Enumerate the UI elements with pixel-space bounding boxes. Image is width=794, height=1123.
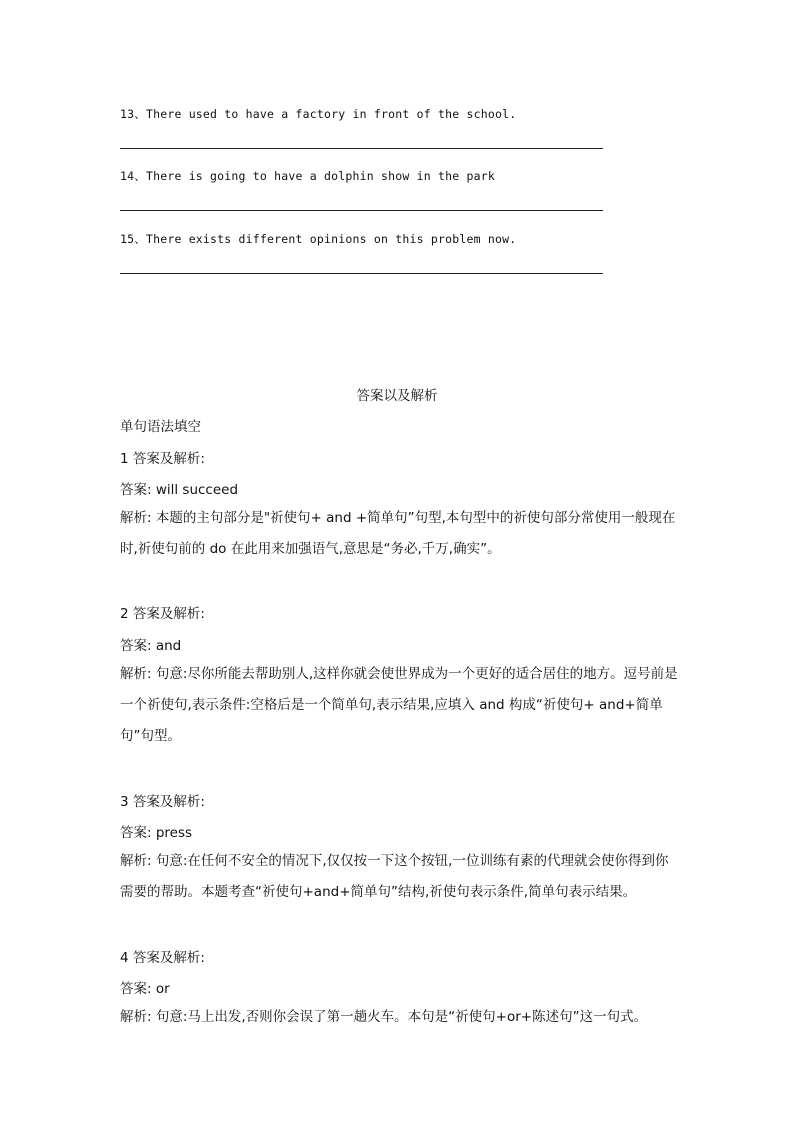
answer-2-analysis: 解析: 句意:尽你所能去帮助别人,这样你就会使世界成为一个更好的适合居住的地方。逗号前是一个祈使句,表示条件:空格后是一个简单句,表示结果,应填入 and 构成“祈使句+ and+简单句”句型。 bbox=[120, 666, 678, 744]
exercise-13: 13、There used to have a factory in front of the school. bbox=[120, 107, 517, 121]
exercise-14: 14、There is going to have a dolphin show in the park bbox=[120, 169, 496, 183]
answer-3-analysis: 解析: 句意:在任何不安全的情况下,仅仅按一下这个按钮,一位训练有素的代理就会使你得到你需要的帮助。本题考查“祈使句+and+简单句”结构,祈使句表示条件,简单句表示结果。 bbox=[120, 853, 669, 900]
answer-2-heading: 2 答案及解析: bbox=[120, 606, 205, 622]
answer-1-answer: 答案: will succeed bbox=[120, 482, 239, 498]
answer-4-analysis: 解析: 句意:马上出发,否则你会误了第一趟火车。本句是“祈使句+or+陈述句”这一句式。 bbox=[120, 1009, 648, 1025]
answer-3-answer: 答案: press bbox=[120, 825, 193, 841]
answer-4-answer: 答案: or bbox=[120, 981, 170, 997]
answer-2-answer: 答案: and bbox=[120, 638, 182, 654]
answers-title: 答案以及解析 bbox=[356, 388, 438, 404]
answer-1-analysis: 解析: 本题的主句部分是"祈使句+ and +简单句”句型,本句型中的祈使句部分常使用一般现在时,祈使句前的 do 在此用来加强语气,意思是“务必,千万,确实”。 bbox=[120, 510, 676, 557]
section-title: 单句语法填空 bbox=[120, 419, 201, 435]
answer-3-heading: 3 答案及解析: bbox=[120, 794, 205, 810]
answer-line-15 bbox=[120, 273, 603, 274]
answer-line-14 bbox=[120, 210, 603, 211]
answer-4-heading: 4 答案及解析: bbox=[120, 950, 205, 966]
answer-1-heading: 1 答案及解析: bbox=[120, 451, 205, 467]
answer-line-13 bbox=[120, 148, 603, 149]
exercise-15: 15、There exists different opinions on this problem now. bbox=[120, 232, 517, 246]
